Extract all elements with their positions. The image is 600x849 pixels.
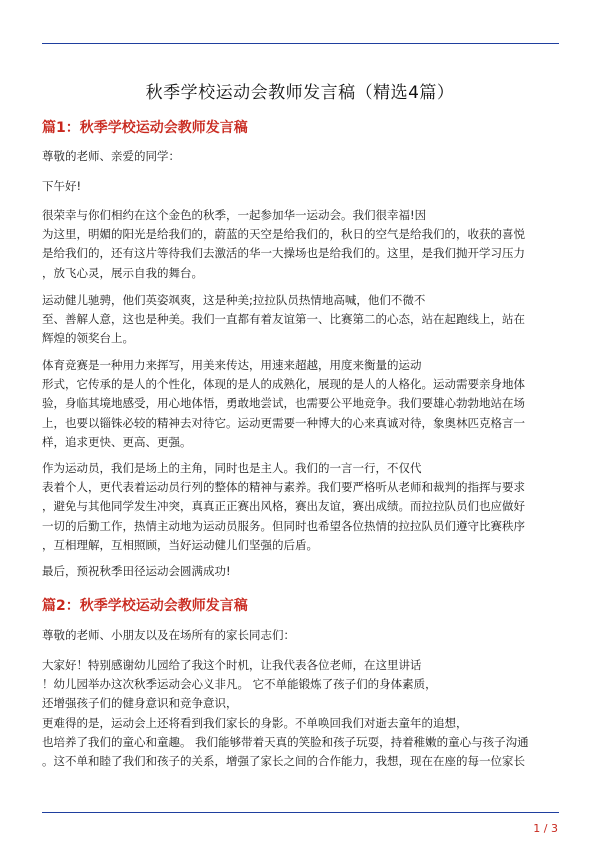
paragraph-line: 为这里，明媚的阳光是给我们的，蔚蓝的天空是给我们的，秋日的空气是给我们的，收获的喜悦 (42, 227, 525, 242)
paragraph-line: 表着个人，更代表着运动员行列的整体的精神与素养。我们要严格听从老师和裁判的指挥与要求 (42, 480, 525, 495)
paragraph-line: 上，也要以锱铢必较的精神去对待它。运动更需要一种博大的心来真诚对待，象奥林匹克格言一 (42, 415, 525, 430)
paragraph-line: 也培养了我们的童心和童趣。 我们能够带着天真的笑脸和孩子玩耍，持着稚嫩的童心与孩子沟通 (42, 734, 529, 749)
document-title: 秋季学校运动会教师发言稿（精选4篇） (145, 83, 455, 103)
paragraph-line: 是给我们的，还有这片等待我们去激活的华一大操场也是给我们的。这里，是我们抛开学习压力 (42, 246, 525, 261)
paragraph-line: 形式，它传承的是人的个性化，体现的是人的成熟化，展现的是人的人格化。运动需要亲身地体 (42, 377, 525, 392)
paragraph-closing (42, 562, 560, 581)
paragraph-line: ！幼儿园举办这次秋季运动会心义非凡。 它不单能锻炼了孩子们的身体素质， (42, 677, 437, 692)
paragraph-line: 还增强孩子们的健身意识和竞争意识， (42, 696, 238, 711)
paragraph-line: 尊敬的老师、亲爱的同学： (42, 149, 180, 163)
paragraph-salutation (42, 177, 560, 196)
paragraph-line: 体育竞赛是一种用力来挥写，用美来传达，用速来超越，用度来衡量的运动 (42, 358, 422, 372)
paragraph-line: ，放飞心灵，展示自我的舞台。 (42, 265, 203, 280)
paragraph-line: 验，身临其境地感受，用心地体悟，勇敢地尝试，也需要公平地竞争。我们要雄心勃勃地站在场 (42, 396, 525, 411)
paragraph-1 (42, 656, 560, 771)
page-indicator: 1 / 3 (533, 822, 558, 835)
paragraph-line: 辉煌的领奖台上。 (42, 331, 134, 346)
header-rule (42, 43, 559, 44)
paragraph-line: 下午好! (42, 179, 82, 193)
section-heading-2: 篇2：秋季学校运动会教师发言稿 (42, 598, 248, 614)
paragraph-3 (42, 356, 560, 452)
paragraph-line: 运动健儿驰骋，他们英姿飒爽，这是种美;拉拉队员热情地高喊，他们不微不 (42, 293, 426, 307)
paragraph-line: 尊敬的老师、小朋友以及在场所有的家长同志们： (42, 628, 295, 642)
paragraph-1 (42, 206, 560, 283)
paragraph-line: 很荣幸与你们相约在这个金色的秋季，一起参加华一运动会。我们很幸福!因 (42, 208, 427, 222)
paragraph-line: 作为运动员，我们是场上的主角，同时也是主人。我们的一言一行，不仅代 (42, 461, 422, 475)
paragraph-greeting (42, 147, 560, 166)
paragraph-line: 样，追求更快、更高、更强。 (42, 434, 192, 449)
paragraph-line: 。这不单和睦了我们和孩子的关系，增强了家长之间的合作能力，我想，现在在座的每一位家长 (42, 754, 525, 769)
paragraph-line: 一切的后勤工作，热情主动地为运动员服务。但同时也希望各位热情的拉拉队员们遵守比赛秩序 (42, 518, 525, 533)
paragraph-line: 更难得的是，运动会上还将看到我们家长的身影。不单唤回我们对逝去童年的追想， (42, 715, 468, 730)
footer-rule (42, 812, 559, 813)
paragraph-line: 至、善解人意，这也是种美。我们一直都有着友谊第一、比赛第二的心态，站在起跑线上，站在 (42, 312, 525, 327)
paragraph-line: 最后，预祝秋季田径运动会圆满成功! (42, 564, 231, 578)
paragraph-2 (42, 291, 560, 349)
paragraph-line: ，避免与其他同学发生冲突，真真正正赛出风格，赛出友谊，赛出成绩。而拉拉队员们也应做好 (42, 499, 525, 514)
paragraph-4 (42, 459, 560, 555)
paragraph-line: 大家好！特别感谢幼儿园给了我这个时机，让我代表各位老师，在这里讲话 (42, 658, 422, 672)
paragraph-greeting (42, 626, 560, 645)
paragraph-line: ，互相理解，互相照顾，当好运动健儿们坚强的后盾。 (42, 537, 318, 552)
section-heading-1: 篇1：秋季学校运动会教师发言稿 (42, 120, 248, 136)
